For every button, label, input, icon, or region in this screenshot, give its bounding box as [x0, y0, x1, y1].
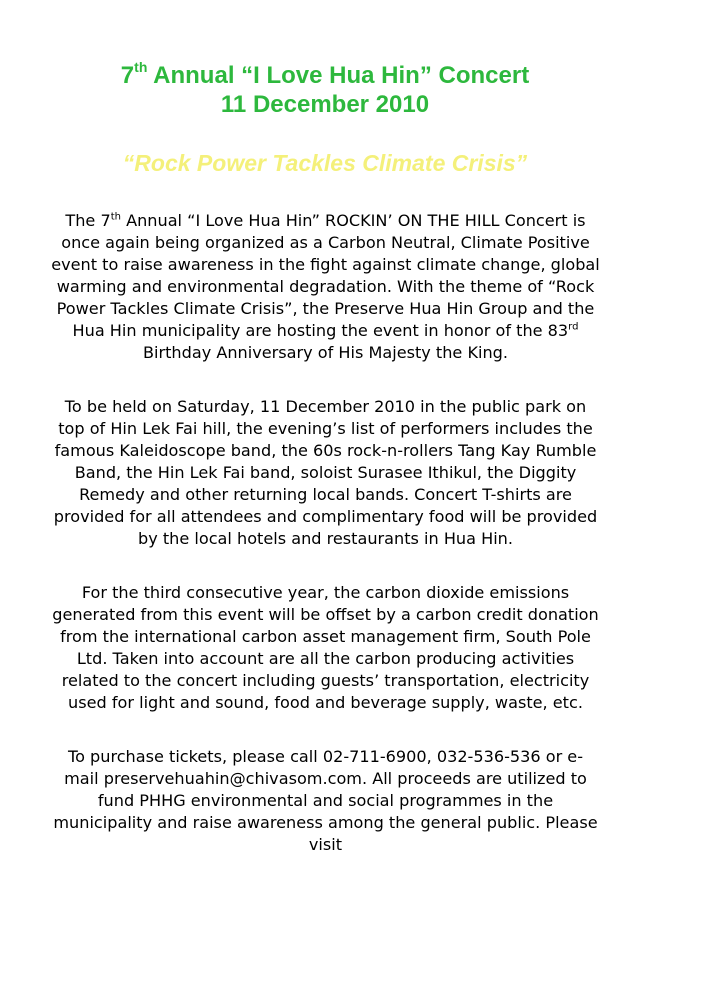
paragraph-line: used for light and sound, food and beverage supply, waste, etc.	[68, 693, 583, 712]
intro-paragraph	[14, 210, 637, 364]
title-text: Annual “I Love Hua Hin” Concert	[147, 62, 530, 89]
paragraph-line: For the third consecutive year, the carbon dioxide emissions	[81, 583, 570, 602]
paragraph-line: Ltd. Taken into account are all the carbon producing activities	[76, 649, 575, 668]
concert-date: 11 December 2010	[220, 91, 430, 118]
paragraph-line: once again being organized as a Carbon Neutral, Climate Positive	[61, 233, 590, 252]
paragraph-line: Band, the Hin Lek Fai band, soloist Surasee Ithikul, the Diggity	[74, 463, 577, 482]
paragraph-line: The 7th Annual “I Love Hua Hin” ROCKIN’ ON THE HILL Concert is	[65, 211, 586, 230]
paragraph-line: provided for all attendees and complimentary food will be provided	[53, 507, 598, 526]
paragraph-line: top of Hin Lek Fai hill, the evening’s list of performers includes the	[58, 419, 593, 438]
paragraph-line: To be held on Saturday, 11 December 2010 in the public park on	[64, 397, 587, 416]
performers-paragraph	[14, 396, 637, 550]
title-ordinal: 7	[120, 62, 135, 89]
paragraph-line: by the local hotels and restaurants in Hua Hin.	[138, 529, 513, 548]
paragraph-line: Power Tackles Climate Crisis”, the Preserve Hua Hin Group and the	[56, 299, 595, 318]
paragraph-line: famous Kaleidoscope band, the 60s rock-n-rollers Tang Kay Rumble	[54, 441, 597, 460]
title-ordinal-suffix: th	[134, 59, 148, 75]
paragraph-line: To purchase tickets, please call 02-711-6900, 032-536-536 or e-	[67, 747, 584, 766]
paragraph-line: mail preservehuahin@chivasom.com. All proceeds are utilized to	[64, 769, 587, 788]
paragraph-line: visit	[308, 835, 343, 854]
concert-tagline: “Rock Power Tackles Climate Crisis”	[122, 150, 528, 176]
paragraph-line: Birthday Anniversary of His Majesty the King.	[142, 343, 509, 362]
paragraph-line: warming and environmental degradation. With the theme of “Rock	[56, 277, 595, 296]
paragraph-line: fund PHHG environmental and social programmes in the	[97, 791, 554, 810]
concert-title	[0, 59, 650, 90]
carbon-offset-paragraph	[14, 582, 637, 714]
paragraph-line: from the international carbon asset management firm, South Pole	[60, 627, 591, 646]
paragraph-line: event to raise awareness in the fight against climate change, global	[51, 255, 600, 274]
paragraph-line: related to the concert including guests’ transportation, electricity	[61, 671, 590, 690]
tickets-paragraph	[14, 746, 637, 856]
paragraph-line: municipality and raise awareness among the general public. Please	[53, 813, 598, 832]
paragraph-line: Hua Hin municipality are hosting the event in honor of the 83rd	[72, 321, 579, 340]
paragraph-line: generated from this event will be offset by a carbon credit donation	[52, 605, 599, 624]
paragraph-line: Remedy and other returning local bands. Concert T-shirts are	[79, 485, 572, 504]
